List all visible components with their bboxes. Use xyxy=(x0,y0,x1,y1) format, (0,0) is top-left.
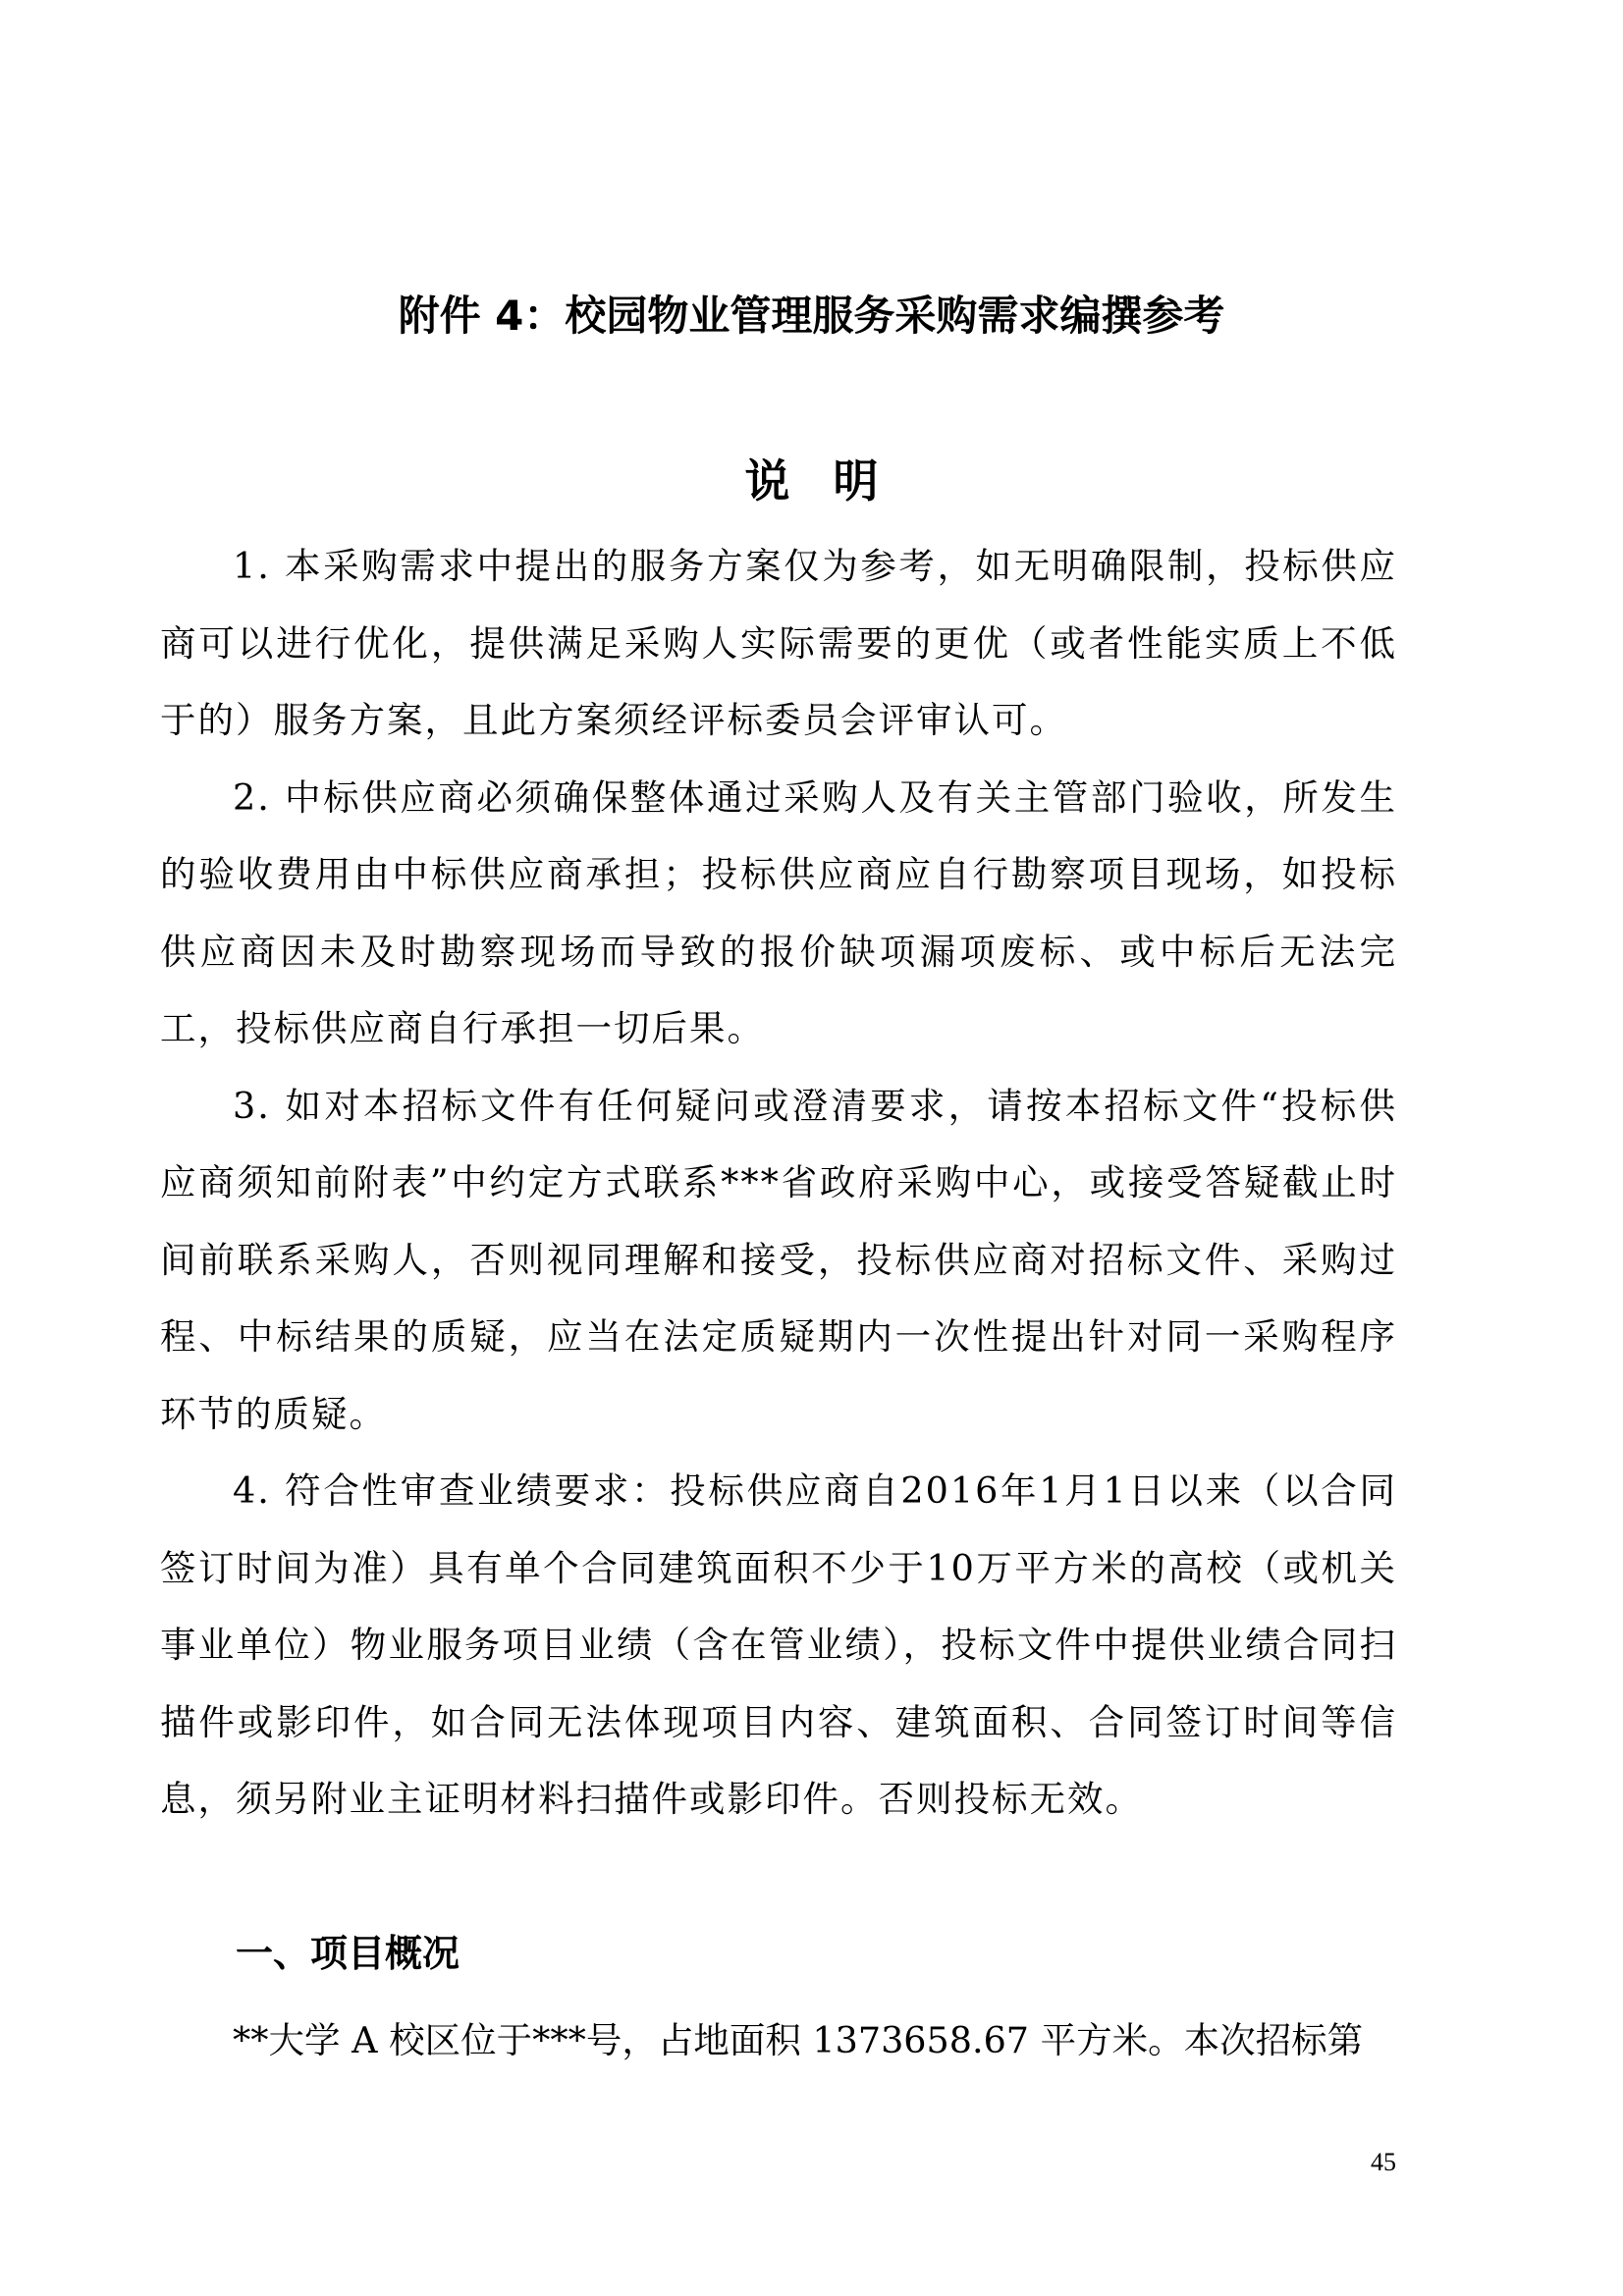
note-paragraph-4: 4. 符合性审查业绩要求：投标供应商自2016年1月1日以来（以合同签订时间为准）具有单个合同建筑面积不少于10万平方米的高校（或机关事业单位）物业服务项目业绩（含在管业绩），投标文件中提供业绩合同扫描件或影印件，如合同无法体现项目内容、建筑面积、合同签订时间等信息，须另附业主证明材料扫描件或影印件。否则投标无效。 xyxy=(160,1469,1397,1820)
note-paragraph-3: 3. 如对本招标文件有任何疑问或澄清要求，请按本招标文件“投标供应商须知前附表”中约定方式联系***省政府采购中心，或接受答疑截止时间前联系采购人，否则视同理解和接受，投标供应商对招标文件、采购过程、中标结果的质疑，应当在法定质疑期内一次性提出针对同一采购程序环节的质疑。 xyxy=(160,1084,1397,1435)
note-paragraph-2: 2. 中标供应商必须确保整体通过采购人及有关主管部门验收，所发生的验收费用由中标供应商承担；投标供应商应自行勘察项目现场，如投标供应商因未及时勘察现场而导致的报价缺项漏项废标、或中标后无法完工，投标供应商自行承担一切后果。 xyxy=(160,775,1397,1049)
page-number: 45 xyxy=(1371,2148,1396,2176)
notes-list xyxy=(160,528,1397,1839)
overview-paragraph: **大学 A 校区位于***号，占地面积 1373658.67 平方米。本次招标第 xyxy=(233,2019,1364,2061)
section-heading-notes: 说明 xyxy=(744,454,922,507)
document-title: 附件 4：校园物业管理服务采购需求编撰参考 xyxy=(398,292,1225,340)
note-paragraph-1: 1. 本采购需求中提出的服务方案仅为参考，如无明确限制，投标供应商可以进行优化，提供满足采购人实际需要的更优（或者性能实质上不低于的）服务方案，且此方案须经评标委员会评审认可。 xyxy=(160,545,1397,741)
overview-heading: 一、项目概况 xyxy=(236,1932,460,1975)
